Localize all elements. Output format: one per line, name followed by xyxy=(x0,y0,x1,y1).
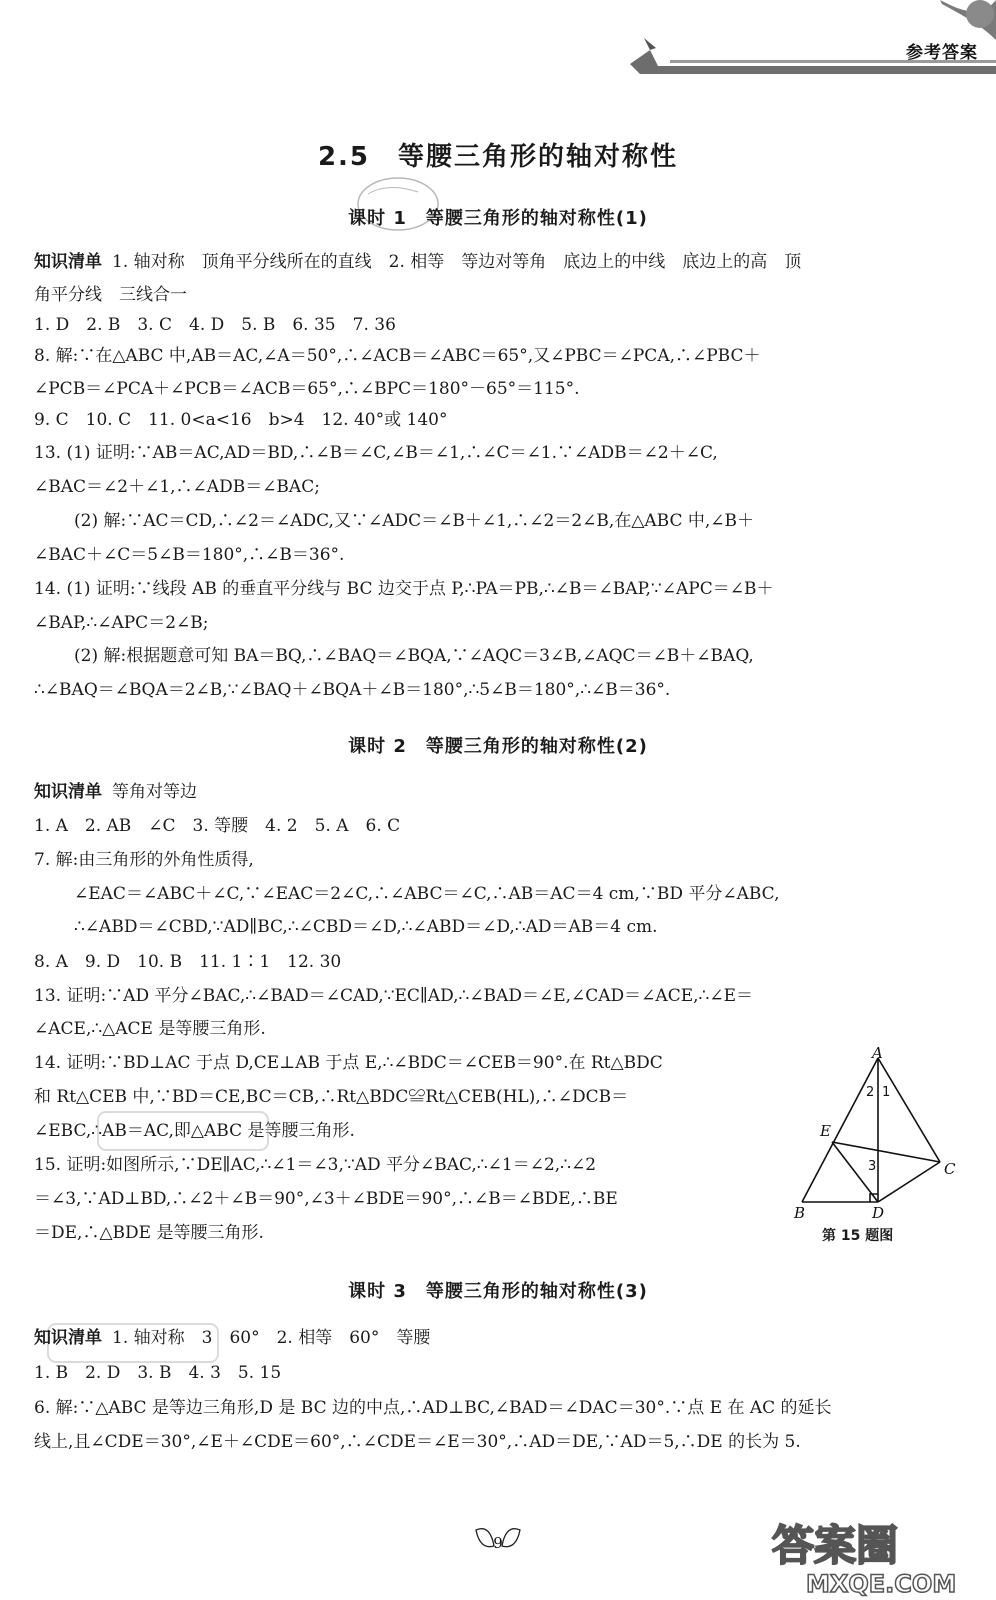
watermark-logo xyxy=(766,1516,988,1596)
answer-text: 1. 轴对称 3 60° 2. 相等 60° 等腰 xyxy=(112,1328,431,1348)
answer-line: 和 Rt△CEB 中,∵BD＝CE,BC＝CB,∴Rt△BDC≌Rt△CEB(HL),∴∠DCB＝ xyxy=(34,1087,629,1107)
answer-line: 7. 解:由三角形的外角性质得, xyxy=(34,850,254,870)
answer-line: ∠PCB＝∠PCA＋∠PCB＝∠ACB＝65°,∴∠BPC＝180°－65°＝115°. xyxy=(34,379,580,399)
answer-line: ∠ACE,∴△ACE 是等腰三角形. xyxy=(34,1019,266,1039)
answer-line: 13. (1) 证明:∵AB＝AC,AD＝BD,∴∠B＝∠C,∠B＝∠1,∴∠C＝∠1.∵∠ADB＝∠2＋∠C, xyxy=(34,443,718,463)
knowledge-list-label: 知识清单 xyxy=(34,1328,102,1348)
label-point-b: B xyxy=(794,1204,806,1222)
answer-line: 线上,且∠CDE＝30°,∠E＋∠CDE＝60°,∴∠CDE＝∠E＝30°,∴AD＝DE,∵AD＝5,∴DE 的长为 5. xyxy=(34,1432,801,1452)
label-point-e: E xyxy=(820,1122,831,1140)
answer-line: ∴∠BAQ＝∠BQA＝2∠B,∵∠BAQ＋∠BQA＋∠B＝180°,∴5∠B＝180°,∴∠B＝36°. xyxy=(34,680,671,700)
lesson-2-title: 课时 2 等腰三角形的轴对称性(2) xyxy=(348,736,648,757)
answer-line: ∴∠ABD＝∠CBD,∵AD∥BC,∴∠CBD＝∠D,∴∠ABD＝∠D,∴AD＝AB＝4 cm. xyxy=(74,917,658,937)
answer-line: ∠EAC＝∠ABC＋∠C,∵∠EAC＝2∠C,∴∠ABC＝∠C,∴AB＝AC＝4 cm,∵BD 平分∠ABC, xyxy=(74,884,780,904)
label-point-a: A xyxy=(872,1044,883,1062)
answer-line: 1. A 2. AB ∠C 3. 等腰 4. 2 5. A 6. C xyxy=(34,816,401,836)
page-number-ornament xyxy=(470,1520,526,1560)
lesson-3-title: 课时 3 等腰三角形的轴对称性(3) xyxy=(348,1281,648,1302)
triangle-figure xyxy=(794,1044,980,1225)
answer-line: 8. A 9. D 10. B 11. 1∶1 12. 30 xyxy=(34,952,342,972)
knowledge-list-label: 知识清单 xyxy=(34,782,102,802)
knowledge-list-label: 知识清单 xyxy=(34,252,102,272)
answer-line: 角平分线 三线合一 xyxy=(34,285,187,305)
knowledge-list-3 xyxy=(34,1326,430,1350)
label-point-c: C xyxy=(944,1160,956,1178)
answer-line: 1. D 2. B 3. C 4. D 5. B 6. 35 7. 36 xyxy=(34,315,396,335)
answer-line: (2) 解:∵AC＝CD,∴∠2＝∠ADC,又∵∠ADC＝∠B＋∠1,∴∠2＝2∠B,在△ABC 中,∠B＋ xyxy=(74,511,755,531)
answer-line: 6. 解:∵△ABC 是等边三角形,D 是 BC 边的中点,∴AD⊥BC,∠BAD＝∠DAC＝30°.∵点 E 在 AC 的延长 xyxy=(34,1398,832,1418)
label-angle-1: 1 xyxy=(882,1085,891,1100)
answer-line: 9. C 10. C 11. 0<a<16 b>4 12. 40°或 140° xyxy=(34,410,448,430)
answer-line: (2) 解:根据题意可知 BA＝BQ,∴∠BAQ＝∠BQA,∵∠AQC＝3∠B,∠AQC＝∠B＋∠BAQ, xyxy=(74,646,754,666)
figure-caption: 第 15 题图 xyxy=(822,1228,894,1244)
knowledge-list-2 xyxy=(34,780,197,804)
answer-line: ∠BAC＋∠C＝5∠B＝180°,∴∠B＝36°. xyxy=(34,545,345,565)
label-angle-3: 3 xyxy=(868,1159,877,1174)
answer-line: ＝∠3,∵AD⊥BD,∴∠2＋∠B＝90°,∠3＋∠BDE＝90°,∴∠B＝∠BDE,∴BE xyxy=(34,1189,618,1209)
lesson-1-title: 课时 1 等腰三角形的轴对称性(1) xyxy=(348,208,648,229)
header-label: 参考答案 xyxy=(906,43,978,63)
answer-text: 1. 轴对称 顶角平分线所在的直线 2. 相等 等边对等角 底边上的中线 底边上的高 顶 xyxy=(112,252,802,272)
answer-line: 1. B 2. D 3. B 4. 3 5. 15 xyxy=(34,1363,282,1383)
answer-line: 13. 证明:∵AD 平分∠BAC,∴∠BAD＝∠CAD,∵EC∥AD,∴∠BAD＝∠E,∠CAD＝∠ACE,∴∠E＝ xyxy=(34,986,753,1006)
watermark-line2: MXQE.COM xyxy=(806,1570,957,1598)
answer-line: 15. 证明:如图所示,∵DE∥AC,∴∠1＝∠3,∵AD 平分∠BAC,∴∠1＝∠2,∴∠2 xyxy=(34,1155,597,1175)
answer-line: ∠BAC＝∠2＋∠1,∴∠ADB＝∠BAC; xyxy=(34,477,320,497)
answer-line: ∠EBC,∴AB＝AC,即△ABC 是等腰三角形. xyxy=(34,1121,355,1141)
watermark-line1: 答案圈 xyxy=(772,1521,899,1570)
label-point-d: D xyxy=(872,1204,885,1222)
label-angle-2: 2 xyxy=(866,1085,875,1100)
answer-line: ＝DE,∴△BDE 是等腰三角形. xyxy=(34,1223,264,1243)
answer-text: 等角对等边 xyxy=(112,782,197,802)
answer-line: ∠BAP,∴∠APC＝2∠B; xyxy=(34,613,209,633)
page-number: 9 xyxy=(493,1534,503,1552)
knowledge-list-1 xyxy=(34,250,801,274)
faint-stamp-mark xyxy=(94,1104,274,1156)
section-title: 2.5 等腰三角形的轴对称性 xyxy=(317,142,679,172)
answer-line: 14. 证明:∵BD⊥AC 于点 D,CE⊥AB 于点 E,∴∠BDC＝∠CEB＝90°.在 Rt△BDC xyxy=(34,1053,663,1073)
answer-line: 8. 解:∵在△ABC 中,AB＝AC,∠A＝50°,∴∠ACB＝∠ABC＝65°,又∠PBC＝∠PCA,∴∠PBC＋ xyxy=(34,346,761,366)
answer-line: 14. (1) 证明:∵线段 AB 的垂直平分线与 BC 边交于点 P,∴PA＝PB,∴∠B＝∠BAP,∵∠APC＝∠B＋ xyxy=(34,579,774,599)
